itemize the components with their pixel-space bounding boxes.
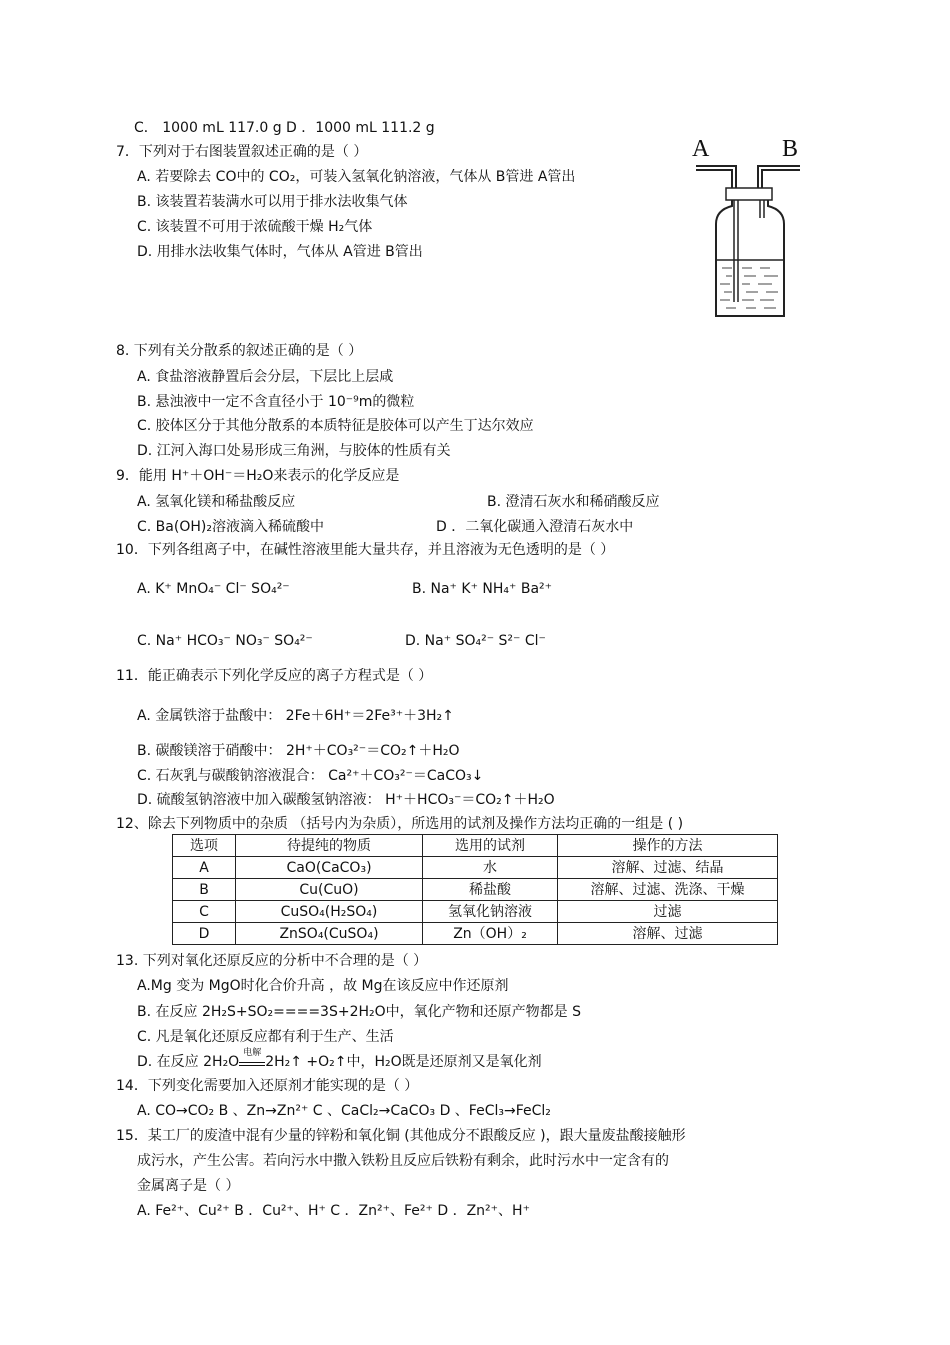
q15-stem-line2: 成污水，产生公害。若向污水中撒入铁粉且反应后铁粉有剩余，此时污水中一定含有的 (137, 1153, 669, 1169)
q12-table (172, 834, 778, 945)
table-cell: 溶解、过滤、洗涤、干燥 (558, 879, 778, 901)
table-row (173, 879, 778, 901)
q9-option-b: B. 澄清石灰水和稀硝酸反应 (487, 494, 660, 510)
q7-option-c: C. 该装置不可用于浓硫酸干燥 H₂气体 (137, 219, 373, 235)
q11-stem: 11．能正确表示下列化学反应的离子方程式是（ ） (116, 668, 433, 684)
table-cell: Cu(CuO) (236, 879, 423, 901)
q8-option-b: B. 悬浊液中一定不含直径小于 10⁻⁹m的微粒 (137, 394, 415, 410)
q10-stem: 10．下列各组离子中，在碱性溶液里能大量共存，并且溶液为无色透明的是（ ） (116, 542, 615, 558)
q10-option-a: A. K⁺ MnO₄⁻ Cl⁻ SO₄²⁻ (137, 581, 290, 597)
table-header-cell: 待提纯的物质 (236, 835, 423, 857)
table-cell: ZnSO₄(CuSO₄) (236, 923, 423, 945)
q10-option-b: B. Na⁺ K⁺ NH₄⁺ Ba²⁺ (412, 581, 553, 597)
electrolysis-arrow (239, 1048, 265, 1066)
table-cell: CaO(CaCO₃) (236, 857, 423, 879)
q12-stem: 12、除去下列物质中的杂质 （括号内为杂质），所选用的试剂及操作方法均正确的一组是 ( ) (116, 816, 684, 832)
q8-option-a: A. 食盐溶液静置后会分层，下层比上层咸 (137, 369, 394, 385)
table-header-cell: 操作的方法 (558, 835, 778, 857)
table-header-row (173, 835, 778, 857)
q15-stem: 15．某工厂的废渣中混有少量的锌粉和氧化铜 (其他成分不跟酸反应 )，跟大量废盐酸接触形 (116, 1128, 686, 1144)
q10-option-c: C. Na⁺ HCO₃⁻ NO₃⁻ SO₄²⁻ (137, 633, 313, 649)
q8-option-d: D. 江河入海口处易形成三角洲，与胶体的性质有关 (137, 443, 451, 459)
q11-option-a: A. 金属铁溶于盐酸中： 2Fe＋6H⁺＝2Fe³⁺＋3H₂↑ (137, 708, 454, 724)
electrolysis-label: 电解 (243, 1048, 262, 1058)
table-row (173, 923, 778, 945)
q11-option-c: C. 石灰乳与碳酸钠溶液混合： Ca²⁺＋CO₃²⁻＝CaCO₃↓ (137, 768, 484, 784)
q15-stem-line3: 金属离子是（ ） (137, 1178, 240, 1194)
table-cell: Zn（OH）₂ (423, 923, 558, 945)
q11-option-b: B. 碳酸镁溶于硝酸中： 2H⁺＋CO₃²⁻＝CO₂↑＋H₂O (137, 743, 460, 759)
q9-stem: 9．能用 H⁺＋OH⁻＝H₂O来表示的化学反应是 (116, 468, 400, 484)
table-row (173, 857, 778, 879)
q7-option-a: A. 若要除去 CO中的 CO₂，可装入氢氧化钠溶液，气体从 B管进 A管出 (137, 169, 576, 185)
q7-option-b: B. 该装置若装满水可以用于排水法收集气体 (137, 194, 408, 210)
q9-option-d: D ．二氧化碳通入澄清石灰水中 (436, 519, 634, 535)
table-cell: D (173, 923, 236, 945)
table-cell: CuSO₄(H₂SO₄) (236, 901, 423, 923)
table-cell: 过滤 (558, 901, 778, 923)
figure-label-b: B (782, 136, 799, 162)
q9-option-a: A. 氢氧化镁和稀盐酸反应 (137, 494, 296, 510)
q13-option-d (137, 1048, 542, 1071)
table-cell: B (173, 879, 236, 901)
q14-options: A. CO→CO₂ B 、Zn→Zn²⁺ C 、CaCl₂→CaCO₃ D 、FeCl₃→FeCl₂ (137, 1103, 551, 1119)
table-row (173, 901, 778, 923)
q13d-prefix: D. 在反应 2H₂O (137, 1054, 240, 1070)
table-header-cell: 选项 (173, 835, 236, 857)
table-cell: A (173, 857, 236, 879)
q8-stem: 8. 下列有关分散系的叙述正确的是（ ） (116, 343, 363, 359)
q7-option-d: D. 用排水法收集气体时，气体从 A管进 B管出 (137, 244, 423, 260)
table-cell: 溶解、过滤 (558, 923, 778, 945)
table-cell: 溶解、过滤、结晶 (558, 857, 778, 879)
q13d-suffix: 2H₂↑ +O₂↑中，H₂O既是还原剂又是氧化剂 (265, 1054, 542, 1070)
gas-washing-bottle-figure (688, 136, 808, 322)
table-cell: 水 (423, 857, 558, 879)
q13-option-b: B. 在反应 2H₂S+SO₂====3S+2H₂O中，氧化产物和还原产物都是 S (137, 1004, 581, 1020)
q13-option-a: A.Mg 变为 MgO时化合价升高 ，故 Mg在该反应中作还原剂 (137, 978, 509, 994)
q11-option-d: D. 硫酸氢钠溶液中加入碳酸氢钠溶液： H⁺＋HCO₃⁻＝CO₂↑＋H₂O (137, 792, 555, 808)
table-cell: C (173, 901, 236, 923)
table-cell: 氢氧化钠溶液 (423, 901, 558, 923)
q7-stem: 7．下列对于右图装置叙述正确的是（ ） (116, 144, 368, 160)
table-cell: 稀盐酸 (423, 879, 558, 901)
q13-stem: 13. 下列对氧化还原反应的分析中不合理的是（ ） (116, 953, 428, 969)
q9-option-c: C. Ba(OH)₂溶液滴入稀硫酸中 (137, 519, 324, 535)
q8-option-c: C. 胶体区分于其他分散系的本质特征是胶体可以产生丁达尔效应 (137, 418, 534, 434)
q10-option-d: D. Na⁺ SO₄²⁻ S²⁻ Cl⁻ (405, 633, 546, 649)
q15-options: A. Fe²⁺、Cu²⁺ B ．Cu²⁺、H⁺ C ．Zn²⁺、Fe²⁺ D ．Zn²⁺、H⁺ (137, 1203, 530, 1219)
q6-options-cd: C． 1000 mL 117.0 g D ．1000 mL 111.2 g (134, 120, 435, 136)
q13-option-c: C. 凡是氧化还原反应都有利于生产、生活 (137, 1029, 394, 1045)
figure-label-a: A (692, 136, 710, 162)
q14-stem: 14．下列变化需要加入还原剂才能实现的是（ ） (116, 1078, 419, 1094)
table-header-cell: 选用的试剂 (423, 835, 558, 857)
